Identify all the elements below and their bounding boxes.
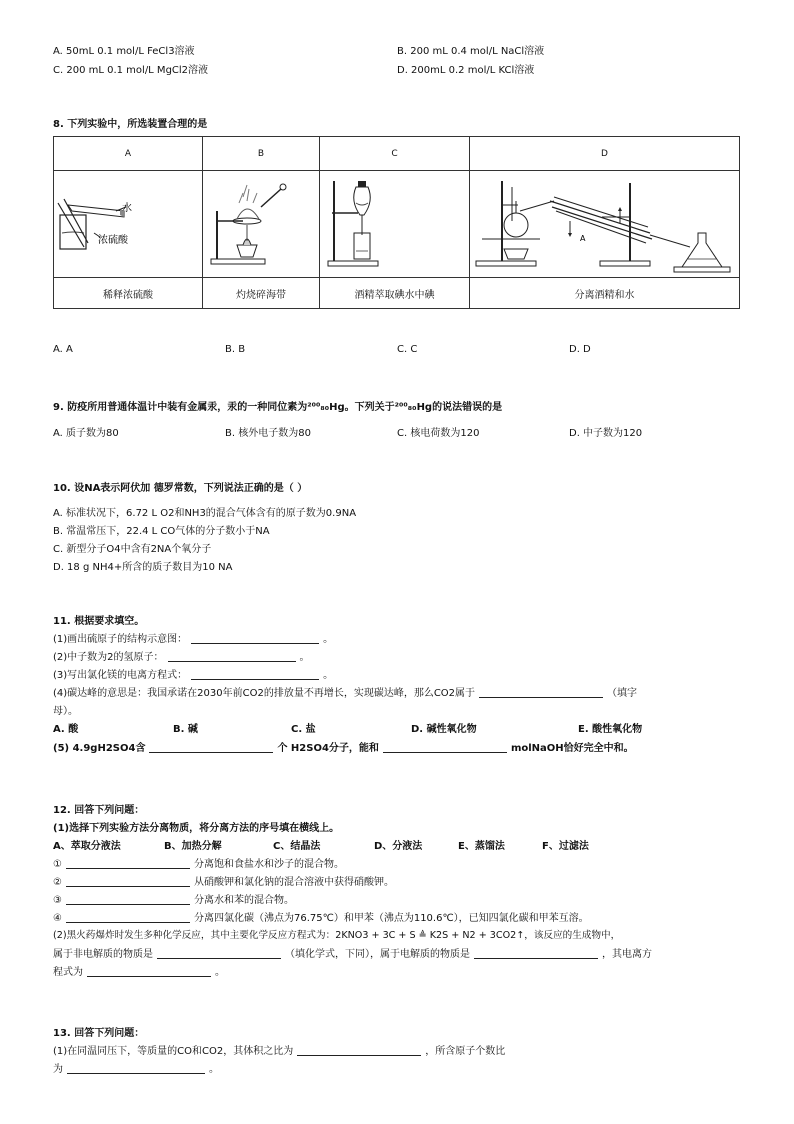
q11-stem: 11. 根据要求填空。 [53, 616, 145, 627]
q12-method-a: A、萃取分液法 [53, 841, 121, 852]
q7-option-c: C. 200 mL 0.1 mol/L MgCl2溶液 [53, 65, 209, 76]
q11-choice-d: D. 碱性氧化物 [411, 724, 477, 735]
q10-option-c: C. 新型分子O4中含有2NA个氧分子 [53, 544, 212, 555]
header-c: C [320, 137, 470, 171]
q11-part2: (2)中子数为2的氢原子： 。 [53, 652, 310, 663]
q11-part4: (4)碳达峰的意思是：我国承诺在2030年前CO2的排放量不再增长，实现碳达峰，那么CO2属于 （填字 [53, 688, 638, 699]
answer-blank[interactable] [474, 947, 598, 959]
answer-blank[interactable] [149, 741, 273, 753]
q12-method-d: D、分液法 [374, 841, 423, 852]
q9-option-a: A. 质子数为80 [53, 428, 119, 439]
q11-part1: (1)画出硫原子的结构示意图： 。 [53, 634, 334, 645]
q7-option-a: A. 50mL 0.1 mol/L FeCl3溶液 [53, 46, 195, 57]
q12-stem: 12. 回答下列问题： [53, 805, 145, 816]
q11-choice-a: A. 酸 [53, 724, 79, 735]
q8-option-d: D. D [569, 344, 591, 355]
q10-option-a: A. 标准状况下，6.72 L O2和NH3的混合气体含有的原子数为0.9NA [53, 508, 357, 519]
answer-blank[interactable] [383, 741, 507, 753]
figure-c-separatory-funnel [320, 171, 470, 278]
q11-part4-cont: 母）。 [53, 706, 78, 717]
q11-part5: (5) 4.9gH2SO4含 个 H2SO4分子，能和 molNaOH恰好完全中和。 [53, 743, 634, 754]
q8-option-c: C. C [397, 344, 418, 355]
q12-item-1: ① 分离饱和食盐水和沙子的混合物。 [53, 859, 344, 870]
answer-blank[interactable] [67, 1062, 205, 1074]
q12-part2-line2: 属于非电解质的物质是 （填化学式，下同），属于电解质的物质是 ，其电离方 [53, 949, 652, 960]
answer-blank[interactable] [66, 875, 190, 887]
answer-blank[interactable] [297, 1044, 421, 1056]
figure-a-label-acid: 浓硫酸 [98, 235, 128, 246]
answer-blank[interactable] [157, 947, 281, 959]
q12-method-b: B、加热分解 [164, 841, 222, 852]
q12-intro: (1)选择下列实验方法分离物质，将分离方法的序号填在横线上。 [53, 823, 340, 834]
q9-option-b: B. 核外电子数为80 [225, 428, 311, 439]
q10-option-d: D. 18 g NH4+所含的质子数目为10 NA [53, 562, 233, 573]
header-a: A [54, 137, 203, 171]
answer-blank[interactable] [479, 686, 603, 698]
figure-d-distillation [470, 171, 740, 278]
q10-stem: 10. 设NA表示阿伏加 德罗常数，下列说法正确的是（ ） [53, 483, 308, 494]
q8-option-b: B. B [225, 344, 246, 355]
q12-part2-line3: 程式为 。 [53, 967, 225, 978]
q7-option-d: D. 200mL 0.2 mol/L KCl溶液 [397, 65, 535, 76]
q9-option-d: D. 中子数为120 [569, 428, 643, 439]
caption-b: 灼烧碎海带 [203, 278, 320, 309]
header-b: B [203, 137, 320, 171]
q9-stem: 9. 防疫所用普通体温计中装有金属汞，汞的一种同位素为²⁰⁰₈₀Hg。下列关于²⁰⁰₈₀Hg的说法错误的是 [53, 402, 503, 413]
figure-a-dilute-acid [54, 171, 203, 278]
svg-text:A: A [580, 234, 586, 243]
q13-part1: (1)在同温同压下，等质量的CO和CO2，其体积之比为 ，所含原子个数比 [53, 1046, 506, 1057]
answer-blank[interactable] [66, 911, 190, 923]
answer-blank[interactable] [168, 650, 296, 662]
q12-item-2: ② 从硝酸钾和氯化钠的混合溶液中获得硝酸钾。 [53, 877, 394, 888]
answer-blank[interactable] [87, 965, 211, 977]
caption-a: 稀释浓硫酸 [54, 278, 203, 309]
q8-option-a: A. A [53, 344, 73, 355]
q7-option-b: B. 200 mL 0.4 mol/L NaCl溶液 [397, 46, 545, 57]
q8-stem: 8. 下列实验中，所选装置合理的是 [53, 119, 208, 130]
q12-part2-line1: (2)黑火药爆炸时发生多种化学反应，其中主要化学反应方程式为：2KNO3 + 3C + S ≜ K2S + N2 + 3CO2↑，该反应的生成物中， [53, 930, 621, 941]
figure-b-crucible [203, 171, 320, 278]
q12-method-e: E、蒸馏法 [458, 841, 505, 852]
answer-blank[interactable] [191, 668, 319, 680]
q12-item-4: ④ 分离四氯化碳（沸点为76.75℃）和甲苯（沸点为110.6℃），已知四氯化碳和甲苯互溶。 [53, 913, 589, 924]
apparatus-table [53, 136, 740, 309]
q12-item-3: ③ 分离水和苯的混合物。 [53, 895, 294, 906]
answer-blank[interactable] [66, 893, 190, 905]
q11-part3: (3)写出氯化镁的电离方程式： 。 [53, 670, 334, 681]
q11-choice-b: B. 碱 [173, 724, 198, 735]
q10-option-b: B. 常温常压下，22.4 L CO气体的分子数小于NA [53, 526, 270, 537]
answer-blank[interactable] [66, 857, 190, 869]
caption-d: 分离酒精和水 [470, 278, 740, 309]
answer-blank[interactable] [191, 632, 319, 644]
q12-method-c: C、结晶法 [273, 841, 321, 852]
q11-choice-c: C. 盐 [291, 724, 316, 735]
q13-stem: 13. 回答下列问题： [53, 1028, 145, 1039]
q11-choice-e: E. 酸性氧化物 [578, 724, 643, 735]
caption-c: 酒精萃取碘水中碘 [320, 278, 470, 309]
figure-a-label-water: 水 [122, 203, 132, 214]
q12-method-f: F、过滤法 [542, 841, 589, 852]
q13-part1-cont: 为 。 [53, 1064, 219, 1075]
q9-option-c: C. 核电荷数为120 [397, 428, 480, 439]
header-d: D [470, 137, 740, 171]
